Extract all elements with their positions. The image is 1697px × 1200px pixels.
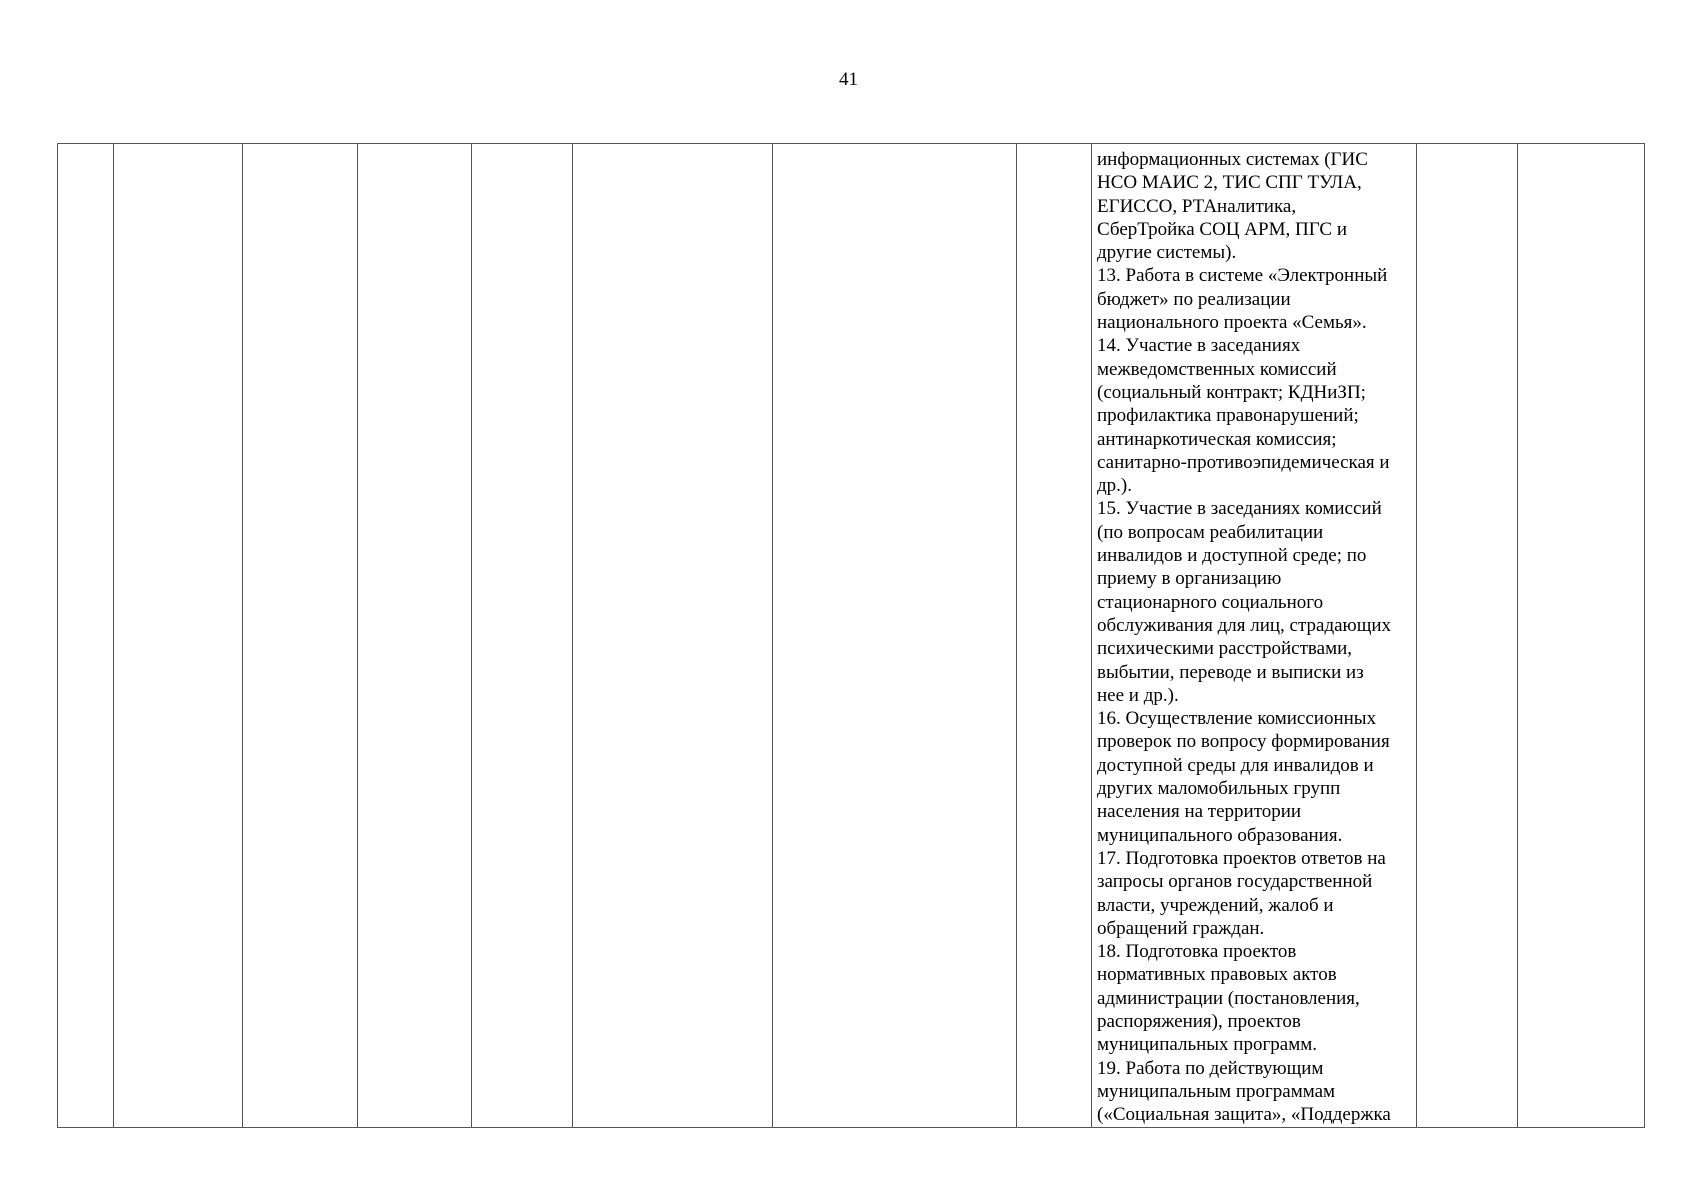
table-cell-col-3 xyxy=(243,144,358,1128)
table-cell-content: информационных системах (ГИС НСО МАИС 2, ТИС СПГ ТУЛА, ЕГИССО, РТАналитика, СберТройка СОЦ АРМ, ПГС и другие системы). 13. Работа в системе «Электронный бюджет» по реализации национального проекта «Семья». 14. Участие в заседаниях межведомственных комиссий (социальный контракт; КДНиЗП; профилактика правонарушений; антинаркотическая комиссия; санитарно-противоэпидемическая и др.). 15. Участие в заседаниях комиссий (по вопросам реабилитации инвалидов и доступной среде; по приему в организацию стационарного социального обслуживания для лиц, страдающих психическими расстройствами, выбытии, переводе и выписки из нее и др.). 16. Осуществление комиссионных проверок по вопросу формирования доступной среды для инвалидов и других маломобильных групп населения на территории муниципального образования. 17. Подготовка проектов ответов на запросы органов государственной власти, учреждений, жалоб и обращений граждан. 18. Подготовка проектов нормативных правовых актов администрации (постановления, распоряжения), проектов муниципальных программ. 19. Работа по действующим муниципальным программам («Социальная защита», «Поддержка xyxy=(1092,144,1417,1128)
document-table xyxy=(57,143,1645,1128)
table-cell-col-8 xyxy=(1017,144,1092,1128)
table-cell-col-5 xyxy=(472,144,573,1128)
page-number: 41 xyxy=(839,69,858,90)
table-cell-col-6 xyxy=(573,144,773,1128)
table-cell-col-10 xyxy=(1417,144,1518,1128)
table-cell-col-1 xyxy=(58,144,114,1128)
table-cell-col-4 xyxy=(358,144,472,1128)
table-row xyxy=(58,144,1645,1128)
table-cell-col-7 xyxy=(773,144,1017,1128)
table-cell-col-2 xyxy=(114,144,243,1128)
table-cell-col-11 xyxy=(1518,144,1645,1128)
